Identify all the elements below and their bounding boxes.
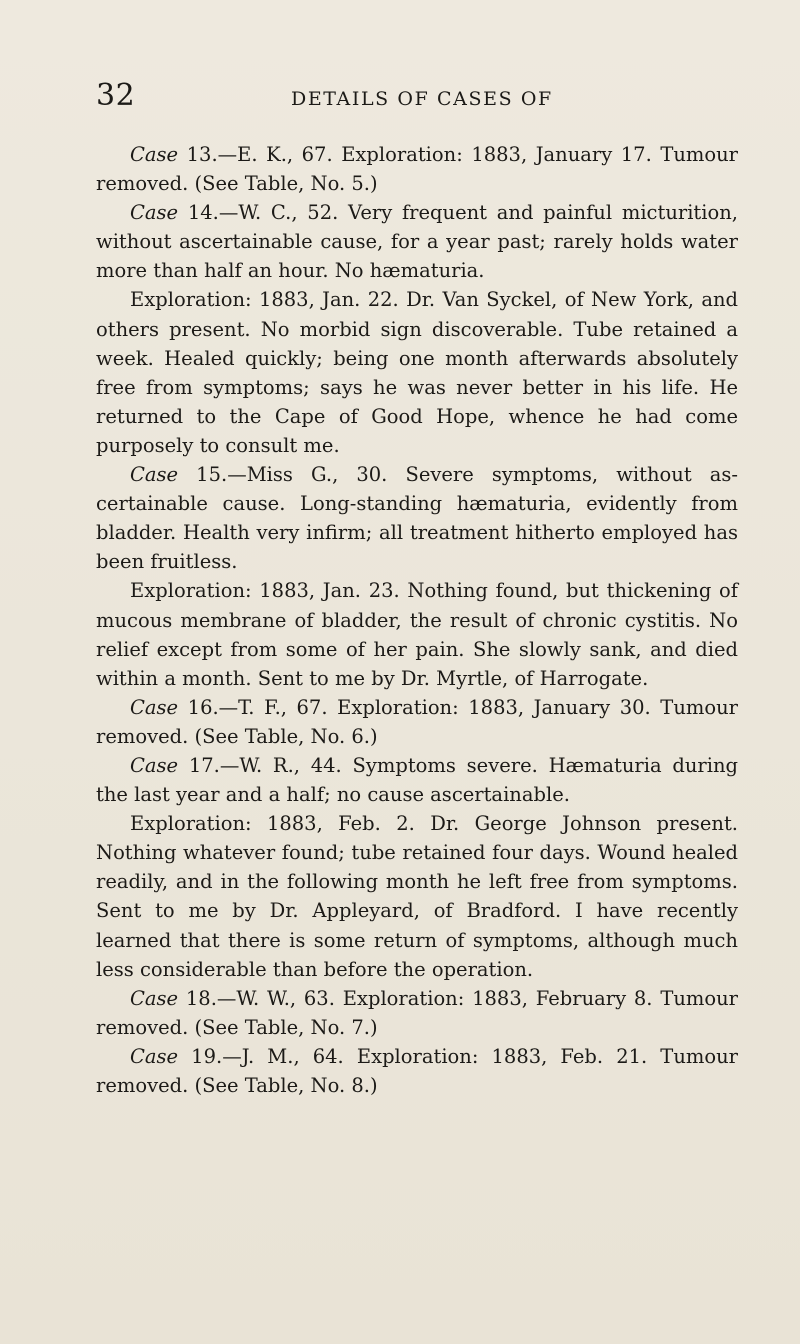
running-head [96,76,736,116]
paragraph-case-14 [96,198,738,285]
paragraph-case-15-exploration [96,576,738,692]
paragraph-text: 19.—J. M., 64. Exploration: 1883, Feb. 21. Tumour removed. (See Table, No. 8.) [96,1044,738,1097]
case-label: Case [130,201,179,225]
paragraph-text: 14.—W. C., 52. Very frequent and painful micturition, without ascertainable cause, for a year past; rarely holds water more than half an hour. No hæmaturia. [96,201,738,283]
paragraph-case-16 [96,693,738,751]
paragraph-text: 17.—W. R., 44. Symptoms severe. Hæmaturia during the last year and a half; no cause ascertainable. [96,753,738,807]
paragraph-text: 15.—Miss G., 30. Severe symptoms, without ascertainable cause. Long-standing hæmaturia, evidently from bladder. Health very infirm; all treatment hitherto employed has been fruitless. [96,463,738,574]
case-label: Case [130,986,179,1010]
case-label: Case [130,753,179,777]
paragraph-text: Exploration: 1883, Feb. 2. Dr. George Johnson present. Nothing whatever found; tube retained four days. Wound healed readily, and in the following month he left free from symptoms. Sent to me by Dr. Appleyard, of Bradford. I have recently learned that there is some return of symptoms, although much less considerable than before the operation. [96,812,738,981]
case-label: Case [130,463,179,487]
paragraph-text: 18.—W. W., 63. Exploration: 1883, February 8. Tumour removed. (See Table, No. 7.) [96,986,738,1039]
paragraph-case-17-exploration [96,809,738,984]
body-text [96,140,738,1100]
paragraph-text: 13.—E. K., 67. Exploration: 1883, January 17. Tumour removed. (See Table, No. 5.) [96,143,738,196]
paragraph-case-17 [96,751,738,809]
paragraph-text: Exploration: 1883, Jan. 23. Nothing found, but thickening of mucous membrane of bladder, the result of chronic cystitis. No relief except from some of her pain. She slowly sank, and died within a month. Sent to me by Dr. Myrtle, of Harrogate. [96,579,738,690]
paragraph-case-19 [96,1042,738,1100]
page-number: 32 [96,78,136,113]
case-label: Case [130,143,179,166]
paragraph-case-14-exploration [96,285,738,460]
paragraph-case-13 [96,140,738,198]
case-label: Case [130,695,179,719]
running-title: DETAILS OF CASES OF [291,88,553,110]
paragraph-case-15 [96,460,738,576]
paragraph-text: Exploration: 1883, Jan. 22. Dr. Van Syckel, of New York, and others present. No morbid sign discoverable. Tube retained a week. Healed quickly; being one month afterwards absolutely free from symptoms; says he was never better in his life. He returned to the Cape of Good Hope, whence he had come purposely to consult me. [96,288,738,457]
case-label: Case [130,1044,179,1068]
paragraph-text: 16.—T. F., 67. Exploration: 1883, January 30. Tumour removed. (See Table, No. 6.) [96,695,738,748]
paragraph-case-18 [96,984,738,1042]
